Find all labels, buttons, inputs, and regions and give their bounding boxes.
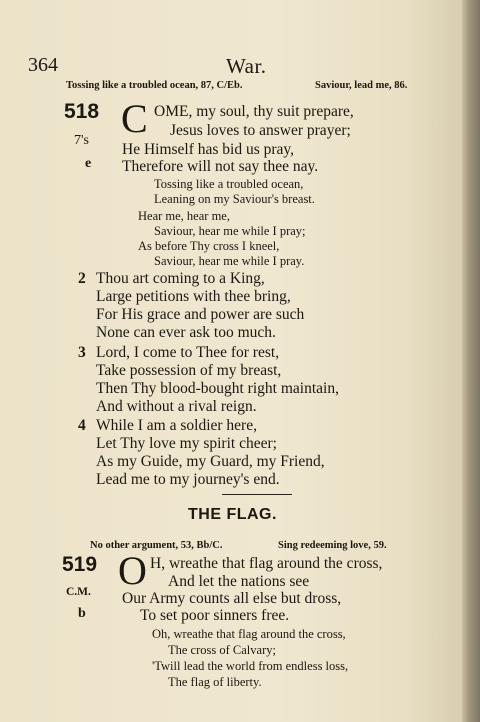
hymn-key: b: [78, 606, 86, 621]
verse-line: Let Thy love my spirit cheer;: [96, 435, 277, 452]
chorus-line: Oh, wreathe that flag around the cross,: [152, 627, 346, 641]
running-title: War.: [226, 54, 267, 78]
chorus-line: Saviour, hear me while I pray;: [154, 224, 306, 238]
verse-line: To set poor sinners free.: [140, 607, 290, 624]
verse-line: Large petitions with thee bring,: [96, 288, 291, 305]
section-title: THE FLAG.: [188, 506, 277, 523]
verse-line: Jesus loves to answer prayer;: [170, 122, 351, 139]
book-spine-edge: [462, 0, 480, 722]
verse-line: Lead me to my journey's end.: [96, 471, 280, 488]
tune-reference-left: No other argument, 53, Bb/C.: [90, 540, 223, 551]
chorus-line: Saviour, hear me while I pray.: [154, 254, 305, 268]
verse-line: While I am a soldier here,: [96, 417, 257, 434]
chorus-line: Leaning on my Saviour's breast.: [154, 192, 315, 206]
verse-line: And let the nations see: [168, 573, 310, 590]
hymn-number: 519: [62, 553, 98, 576]
verse-line: None can ever ask too much.: [96, 324, 276, 341]
hymn-number: 518: [64, 100, 100, 123]
chorus-line: Hear me, hear me,: [138, 209, 230, 223]
verse-number: 4: [78, 417, 86, 434]
verse-line: Therefore will not say thee nay.: [122, 158, 319, 175]
verse-line: H, wreathe that flag around the cross,: [150, 555, 383, 572]
verse-number: 2: [78, 270, 86, 287]
tune-reference-left: Tossing like a troubled ocean, 87, C/Eb.: [66, 80, 243, 91]
verse-number: 3: [78, 344, 86, 361]
drop-cap: O: [118, 548, 147, 593]
tune-reference-right: Saviour, lead me, 86.: [315, 80, 408, 91]
chorus-line: 'Twill lead the world from endless loss,: [152, 659, 349, 673]
verse-line: He Himself has bid us pray,: [122, 141, 295, 158]
verse-line: Our Army counts all else but dross,: [122, 590, 342, 607]
verse-line: Take possession of my breast,: [96, 362, 282, 379]
verse-line: OME, my soul, thy suit prepare,: [154, 103, 354, 120]
verse-line: Then Thy blood-bought right maintain,: [96, 380, 339, 397]
chorus-line: As before Thy cross I kneel,: [138, 239, 280, 253]
chorus-line: The flag of liberty.: [168, 675, 262, 689]
hymn-meter: 7's: [74, 133, 89, 148]
hymn-meter: C.M.: [66, 586, 91, 598]
verse-line: Thou art coming to a King,: [96, 270, 265, 287]
section-divider: [222, 494, 292, 495]
chorus-line: Tossing like a troubled ocean,: [154, 177, 304, 191]
drop-cap: C: [121, 96, 148, 141]
chorus-line: The cross of Calvary;: [168, 643, 276, 657]
verse-line: Lord, I come to Thee for rest,: [96, 344, 280, 361]
page-number: 364: [28, 54, 58, 76]
verse-line: As my Guide, my Guard, my Friend,: [96, 453, 325, 470]
verse-line: And without a rival reign.: [96, 398, 257, 415]
tune-reference-right: Sing redeeming love, 59.: [278, 540, 387, 551]
hymn-key: e: [85, 156, 92, 171]
verse-line: For His grace and power are such: [96, 306, 305, 323]
